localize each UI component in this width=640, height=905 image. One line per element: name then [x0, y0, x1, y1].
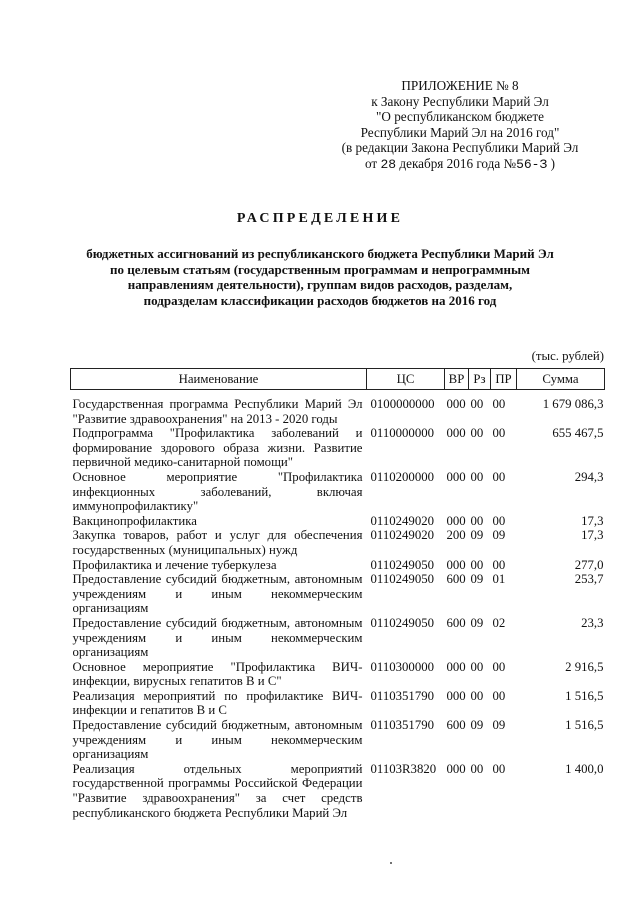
- cell-cs: 0110200000: [370, 469, 435, 484]
- table-row: [71, 426, 605, 470]
- cell-sum: 1 516,5: [565, 718, 604, 733]
- appendix-law-title-1: "О республиканском бюджете: [375, 109, 545, 125]
- cell-vr: 600: [446, 718, 466, 733]
- cell-cs: 0110249050: [370, 615, 435, 630]
- date-prefix: от: [364, 155, 378, 171]
- date-suffix: ): [550, 155, 555, 171]
- appendix-header: [330, 78, 590, 173]
- date-middle: декабря 2016 года №: [399, 155, 517, 171]
- cell-cs: 0110249020: [370, 528, 435, 543]
- cell-cs: 01103R3820: [370, 761, 437, 776]
- cell-vr: 000: [446, 513, 466, 528]
- cell-pr: 02: [492, 615, 506, 630]
- cell-pr: 09: [492, 718, 506, 733]
- cell-cs: 0110249050: [370, 557, 435, 572]
- table-row: [71, 660, 605, 689]
- cell-sum: 655 467,5: [552, 426, 604, 441]
- table-row: [71, 558, 605, 573]
- cell-cs: 0110000000: [370, 426, 435, 441]
- cell-rz: 00: [470, 557, 484, 572]
- budget-table: [70, 368, 605, 820]
- header-name: Наименование: [71, 369, 367, 390]
- header-vr: ВР: [445, 369, 469, 390]
- cell-pr: 00: [492, 557, 506, 572]
- cell-name: Реализация мероприятий по профилактике ВИЧ-инфекции и гепатитов В и С: [72, 688, 363, 718]
- cell-pr: 00: [492, 688, 506, 703]
- cell-name: Предоставление субсидий бюджетным, автономным учреждениям и иным некоммерческим организациям: [72, 615, 363, 660]
- cell-name: Вакцинопрофилактика: [72, 513, 197, 528]
- subtitle-line: по целевым статьям (государственным программам и непрограммным: [109, 261, 531, 277]
- subtitle-line: бюджетных ассигнований из республиканского бюджета Республики Марий Эл: [86, 246, 554, 261]
- header-cs: ЦС: [367, 369, 445, 390]
- cell-rz: 09: [470, 615, 484, 630]
- cell-rz: 00: [470, 659, 484, 674]
- cell-name: Предоставление субсидий бюджетным, автономным учреждениям и иным некоммерческим организациям: [72, 572, 363, 616]
- cell-vr: 200: [446, 528, 466, 543]
- cell-cs: 0110351790: [370, 688, 435, 703]
- cell-name: Основное мероприятие "Профилактика инфекционных заболеваний, включая иммунопрофилактику": [72, 469, 363, 514]
- cell-cs: 0110249020: [370, 513, 435, 528]
- cell-vr: 000: [446, 688, 466, 703]
- cell-vr: 000: [446, 557, 466, 572]
- cell-rz: 00: [470, 513, 484, 528]
- appendix-date-line: [330, 156, 590, 173]
- cell-name: Основное мероприятие "Профилактика ВИЧ-инфекции, вирусных гепатитов В и С": [72, 659, 363, 689]
- cell-rz: 09: [470, 528, 484, 543]
- scan-dot: [390, 862, 392, 864]
- cell-vr: 000: [446, 397, 466, 411]
- cell-vr: 000: [446, 469, 466, 484]
- cell-vr: 600: [446, 572, 466, 587]
- cell-sum: 253,7: [574, 572, 604, 587]
- cell-pr: 00: [492, 469, 506, 484]
- cell-pr: 09: [492, 528, 506, 543]
- header-rz: Рз: [469, 369, 491, 390]
- table-row: [71, 572, 605, 616]
- table-row: [71, 528, 605, 557]
- cell-name: Закупка товаров, работ и услуг для обеспечения государственных (муниципальных) нужд: [72, 528, 363, 557]
- table-spacer: [71, 390, 605, 398]
- cell-sum: 294,3: [574, 469, 604, 484]
- cell-sum: 17,3: [581, 513, 604, 528]
- cell-cs: 0110351790: [370, 718, 435, 733]
- cell-name: Подпрограмма "Профилактика заболеваний и формирование здорового образа жизни. Развитие первичной медико-санитарной помощи": [72, 426, 363, 470]
- law-number: 56-З: [516, 156, 548, 172]
- table-header-row: [71, 369, 605, 390]
- document-title: РАСПРЕДЕЛЕНИЕ: [236, 211, 404, 226]
- cell-pr: 00: [492, 397, 506, 411]
- cell-rz: 00: [470, 397, 484, 411]
- cell-vr: 000: [446, 659, 466, 674]
- cell-cs: 0110300000: [370, 659, 435, 674]
- cell-sum: 23,3: [581, 615, 604, 630]
- appendix-law-ref: к Закону Республики Марий Эл: [371, 93, 549, 109]
- cell-rz: 00: [470, 761, 484, 776]
- header-sum: Сумма: [517, 369, 605, 390]
- subtitle-line: подразделам классификации расходов бюджетов на 2016 год: [143, 292, 497, 308]
- cell-sum: 2 916,5: [565, 659, 604, 674]
- cell-vr: 600: [446, 615, 466, 630]
- cell-pr: 00: [492, 426, 506, 441]
- cell-sum: 1 679 086,3: [542, 397, 604, 411]
- cell-sum: 1 400,0: [565, 761, 604, 776]
- units-label: (тыс. рублей): [531, 349, 604, 363]
- document-subtitle: [60, 246, 580, 308]
- table-row: [71, 397, 605, 426]
- cell-name: Реализация отдельных мероприятий государственной программы Российской Федерации "Развитие здравоохранения" за счет средств республиканского бюджета Республики Марий Эл: [72, 761, 363, 820]
- appendix-law-title-2: Республики Марий Эл на 2016 год": [360, 124, 560, 140]
- table-row: [71, 514, 605, 529]
- cell-sum: 17,3: [581, 528, 604, 543]
- cell-rz: 00: [470, 426, 484, 441]
- cell-pr: 00: [492, 659, 506, 674]
- cell-rz: 00: [470, 688, 484, 703]
- cell-cs: 0110249050: [370, 572, 435, 587]
- cell-pr: 00: [492, 513, 506, 528]
- cell-name: Предоставление субсидий бюджетным, автономным учреждениям и иным некоммерческим организациям: [72, 718, 363, 762]
- table-row: [71, 718, 605, 762]
- table-row: [71, 762, 605, 820]
- table-row: [71, 689, 605, 718]
- appendix-number: ПРИЛОЖЕНИЕ № 8: [401, 78, 519, 93]
- cell-pr: 01: [492, 572, 506, 587]
- table-row: [71, 470, 605, 514]
- cell-vr: 000: [446, 426, 466, 441]
- cell-name: Государственная программа Республики Марий Эл "Развитие здравоохранения" на 2013 - 2020 годы: [72, 397, 363, 426]
- date-day: 28: [380, 156, 397, 172]
- cell-vr: 000: [446, 761, 466, 776]
- cell-rz: 09: [470, 572, 484, 587]
- cell-rz: 09: [470, 718, 484, 733]
- table-row: [71, 616, 605, 660]
- cell-sum: 1 516,5: [565, 688, 604, 703]
- header-pr: ПР: [491, 369, 517, 390]
- appendix-edition: (в редакции Закона Республики Марий Эл: [341, 140, 579, 156]
- cell-cs: 0100000000: [370, 397, 435, 411]
- subtitle-line: направлениям деятельности), группам видов расходов, разделам,: [127, 277, 513, 292]
- cell-sum: 277,0: [574, 557, 604, 572]
- cell-rz: 00: [470, 469, 484, 484]
- cell-pr: 00: [492, 761, 506, 776]
- cell-name: Профилактика и лечение туберкулеза: [72, 557, 277, 572]
